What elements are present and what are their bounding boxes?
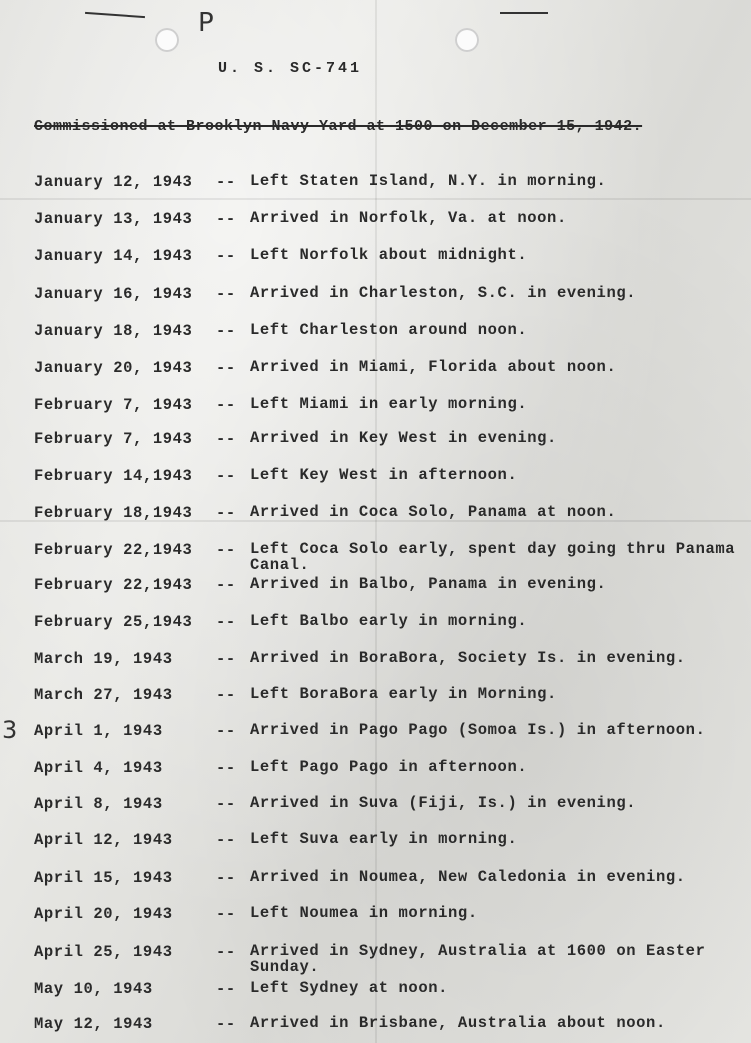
entry-dash: -- — [216, 322, 236, 340]
log-entry — [34, 430, 750, 448]
entry-date: January 18, 1943 — [34, 322, 193, 340]
entry-date: April 25, 1943 — [34, 943, 173, 961]
entry-event: Left Suva early in morning. — [250, 830, 518, 848]
entry-event: Arrived in Coca Solo, Panama at noon. — [250, 503, 617, 521]
entry-dash: -- — [216, 430, 236, 448]
pencil-stroke — [500, 12, 548, 14]
entry-date: April 4, 1943 — [34, 759, 163, 777]
entry-date: January 13, 1943 — [34, 210, 193, 228]
entry-date: February 7, 1943 — [34, 396, 193, 414]
entry-event: Left BoraBora early in Morning. — [250, 685, 557, 703]
entry-event: Left Charleston around noon. — [250, 321, 528, 339]
log-entry — [34, 943, 750, 975]
entry-event: Left Norfolk about midnight. — [250, 246, 528, 264]
entry-date: April 12, 1943 — [34, 831, 173, 849]
entry-date: April 8, 1943 — [34, 795, 163, 813]
intro-text: Commissioned at Brooklyn Navy Yard at 1500 on December 15, 1942. — [34, 118, 643, 135]
entry-event: Arrived in Sydney, Australia at 1600 on Easter Sunday. — [250, 942, 706, 976]
entry-event: Arrived in Suva (Fiji, Is.) in evening. — [250, 794, 637, 812]
entry-dash: -- — [216, 686, 236, 704]
log-entry — [34, 759, 750, 777]
entry-event: Arrived in Balbo, Panama in evening. — [250, 575, 607, 593]
log-entry — [34, 686, 750, 704]
entry-dash: -- — [216, 541, 236, 559]
log-entry — [34, 576, 750, 594]
margin-number: 3 — [2, 716, 18, 744]
log-entry — [34, 396, 750, 414]
entry-dash: -- — [216, 504, 236, 522]
log-entry — [34, 285, 750, 303]
entry-dash: -- — [216, 576, 236, 594]
entry-date: April 20, 1943 — [34, 905, 173, 923]
log-entry — [34, 795, 750, 813]
log-entry — [34, 905, 750, 923]
entry-date: February 22,1943 — [34, 576, 193, 594]
entry-event: Left Balbo early in morning. — [250, 612, 528, 630]
entry-dash: -- — [216, 905, 236, 923]
log-entry — [34, 869, 750, 887]
entry-date: February 18,1943 — [34, 504, 193, 522]
entry-dash: -- — [216, 759, 236, 777]
entry-event: Arrived in Charleston, S.C. in evening. — [250, 284, 637, 302]
entry-dash: -- — [216, 173, 236, 191]
log-entry — [34, 1015, 750, 1033]
log-entry — [34, 359, 750, 377]
entry-dash: -- — [216, 869, 236, 887]
entry-date: January 14, 1943 — [34, 247, 193, 265]
log-entry — [34, 613, 750, 631]
log-entry — [34, 831, 750, 849]
entry-event: Arrived in Key West in evening. — [250, 429, 557, 447]
entry-date: January 16, 1943 — [34, 285, 193, 303]
entry-date: February 22,1943 — [34, 541, 193, 559]
log-entry — [34, 247, 750, 265]
entry-event: Arrived in BoraBora, Society Is. in evening. — [250, 649, 686, 667]
entry-dash: -- — [216, 943, 236, 961]
entry-date: February 25,1943 — [34, 613, 193, 631]
entry-event: Arrived in Brisbane, Australia about noon. — [250, 1014, 666, 1032]
entry-event: Left Pago Pago in afternoon. — [250, 758, 528, 776]
entry-date: April 1, 1943 — [34, 722, 163, 740]
pencil-stroke — [85, 12, 145, 18]
entry-event: Left Miami in early morning. — [250, 395, 528, 413]
entry-dash: -- — [216, 359, 236, 377]
log-entry — [34, 322, 750, 340]
entry-date: February 7, 1943 — [34, 430, 193, 448]
entry-date: February 14,1943 — [34, 467, 193, 485]
entry-event: Arrived in Miami, Florida about noon. — [250, 358, 617, 376]
entry-event: Left Sydney at noon. — [250, 979, 449, 997]
log-entry — [34, 210, 750, 228]
entry-dash: -- — [216, 980, 236, 998]
entry-dash: -- — [216, 650, 236, 668]
entry-event: Arrived in Noumea, New Caledonia in evening. — [250, 868, 686, 886]
entry-dash: -- — [216, 795, 236, 813]
entry-dash: -- — [216, 210, 236, 228]
entry-dash: -- — [216, 613, 236, 631]
entry-date: May 12, 1943 — [34, 1015, 153, 1033]
entry-date: January 20, 1943 — [34, 359, 193, 377]
entry-event: Left Staten Island, N.Y. in morning. — [250, 172, 607, 190]
log-entry — [34, 722, 750, 740]
log-entry — [34, 650, 750, 668]
entry-dash: -- — [216, 247, 236, 265]
entry-event: Left Key West in afternoon. — [250, 466, 518, 484]
entry-dash: -- — [216, 1015, 236, 1033]
entry-date: April 15, 1943 — [34, 869, 173, 887]
log-entry — [34, 173, 750, 191]
punch-hole — [455, 28, 479, 52]
entry-date: January 12, 1943 — [34, 173, 193, 191]
entry-dash: -- — [216, 467, 236, 485]
entry-dash: -- — [216, 831, 236, 849]
entry-event: Left Coca Solo early, spent day going thru Panama Canal. — [250, 540, 736, 574]
entry-date: May 10, 1943 — [34, 980, 153, 998]
entry-dash: -- — [216, 285, 236, 303]
log-entry — [34, 980, 750, 998]
log-entry — [34, 504, 750, 522]
log-entry — [34, 467, 750, 485]
document-title: U. S. SC-741 — [218, 60, 363, 77]
punch-hole — [155, 28, 179, 52]
entry-event: Left Noumea in morning. — [250, 904, 478, 922]
entry-date: March 27, 1943 — [34, 686, 173, 704]
entry-event: Arrived in Pago Pago (Somoa Is.) in afternoon. — [250, 721, 706, 739]
margin-letter: P — [198, 8, 214, 38]
log-entry — [34, 541, 750, 573]
entry-dash: -- — [216, 396, 236, 414]
entry-dash: -- — [216, 722, 236, 740]
entry-event: Arrived in Norfolk, Va. at noon. — [250, 209, 567, 227]
entry-date: March 19, 1943 — [34, 650, 173, 668]
